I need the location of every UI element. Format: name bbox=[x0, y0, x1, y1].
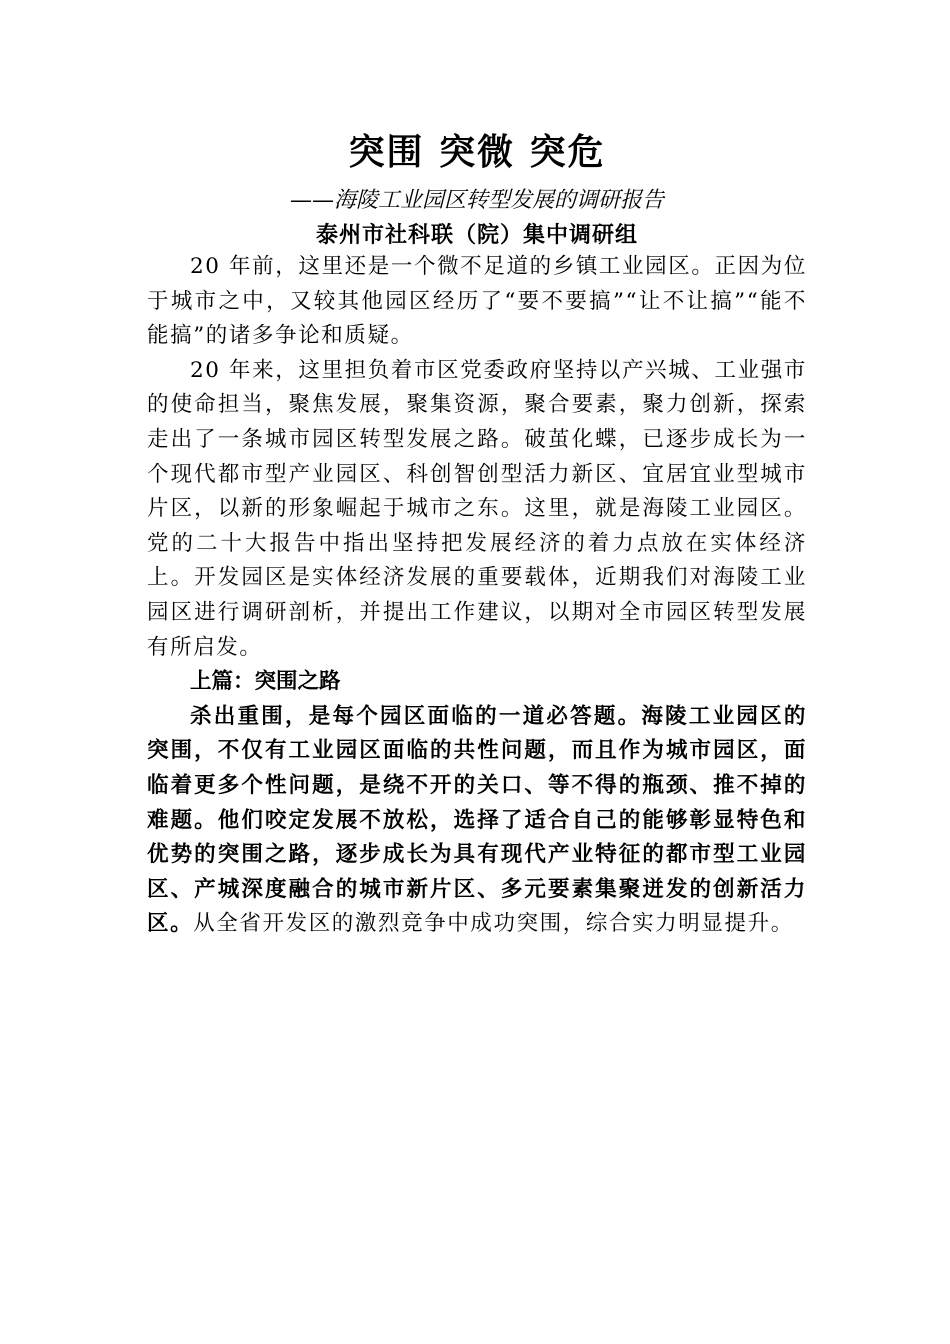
intro-paragraph-2: 20 年来，这里担负着市区党委政府坚持以产兴城、工业强市的使命担当，聚焦发展，聚集资源，聚合要素，聚力创新，探索走出了一条城市园区转型发展之路。破茧化蝶，已逐步成长为一个现代都市型产业园区、科创智创型活力新区、宜居宜业型城市片区，以新的形象崛起于城市之东。这里，就是海陵工业园区。党的二十大报告中指出坚持把发展经济的着力点放在实体经济上。开发园区是实体经济发展的重要载体，近期我们对海陵工业园区进行调研剖析，并提出工作建议，以期对全市园区转型发展有所启发。 bbox=[147, 357, 807, 660]
section-heading: 上篇：突围之路 bbox=[190, 669, 341, 695]
document-subtitle: ——海陵工业园区转型发展的调研报告 bbox=[289, 188, 664, 213]
section-paragraph-regular-text: 从全省开发区的激烈竞争中成功突围，综合实力明显提升。 bbox=[193, 911, 794, 937]
document-title: 突围 突微 突危 bbox=[348, 131, 606, 173]
document-page bbox=[147, 128, 807, 942]
intro-paragraph-1: 20 年前，这里还是一个微不足道的乡镇工业园区。正因为位于城市之中，又较其他园区经历了“要不要搞”“让不让搞”“能不能搞”的诸多争论和质疑。 bbox=[147, 254, 807, 349]
author-organization: 泰州市社科联（院）集中调研组 bbox=[315, 222, 638, 248]
section-paragraph bbox=[147, 700, 807, 942]
section-paragraph-bold-text: 杀出重围，是每个园区面临的一道必答题。海陵工业园区的突围，不仅有工业园区面临的共性问题，而且作为城市园区，面临着更多个性问题，是绕不开的关口、等不得的瓶颈、推不掉的难题。他们咬定发展不放松，选择了适合自己的能够彰显特色和优势的突围之路，逐步成长为具有现代产业特征的都市型工业园区、产城深度融合的城市新片区、多元要素集聚迸发的创新活力区。 bbox=[147, 703, 807, 937]
